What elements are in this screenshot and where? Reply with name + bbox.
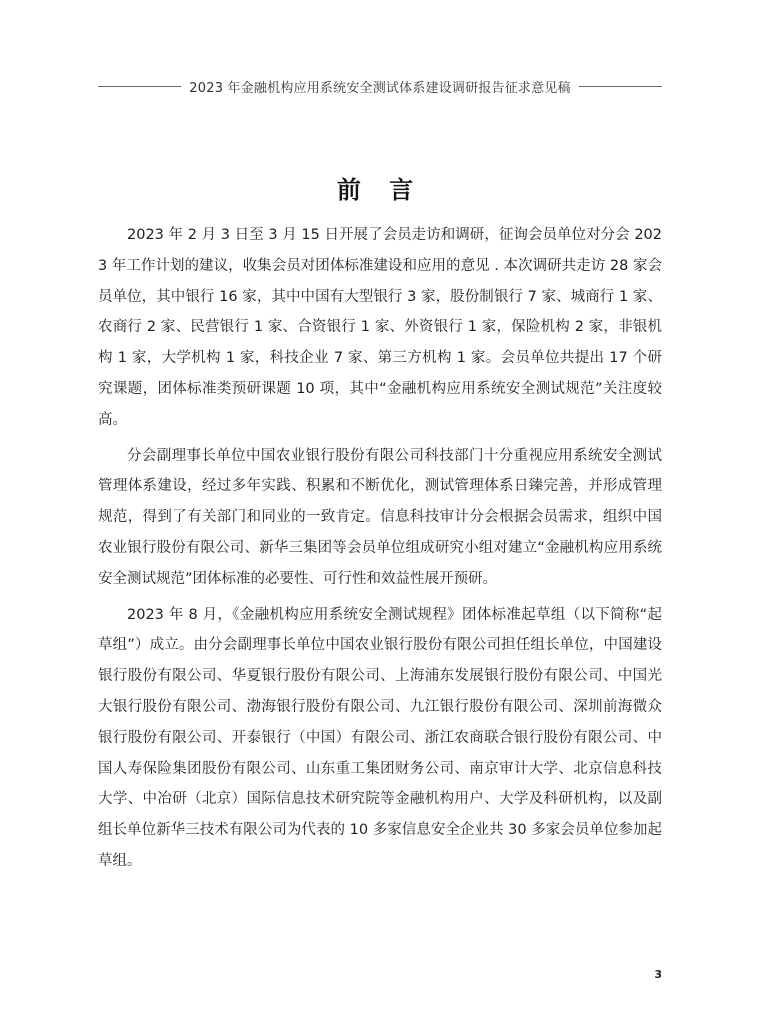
paragraph-research-survey: 2023 年 2 月 3 日至 3 月 15 日开展了会员走访和调研，征询会员单位对分会 2023 年工作计划的建议，收集会员对团体标准建设和应用的意见 . 本次调研共走访 28 家会员单位，其中银行 16 家，其中中国有大型银行 3 家，股份制银行 7 家、城商行 1 家、农商行 2 家、民营银行 1 家、合资银行 1 家、外资银行 1 家，保险机构 2 家，非银机构 1 家，大学机构 1 家，科技企业 7 家、第三方机构 1 家。会员单位共提出 17 个研究课题，团体标准类预研课题 10 项，其中“金融机构应用系统安全测试规范”关注度较高。 <box>98 227 662 428</box>
header-title: 2023 年金融机构应用系统安全测试体系建设调研报告征求意见稿 <box>189 80 571 96</box>
header-rule-left <box>98 86 181 87</box>
body-text <box>98 220 662 882</box>
page-title: 前 言 <box>336 176 424 205</box>
page-number: 3 <box>654 968 662 981</box>
paragraph-drafting-group: 2023 年 8 月，《金融机构应用系统安全测试规程》团体标准起草组（以下简称“起草组”）成立。由分会副理事长单位中国农业银行股份有限公司担任组长单位，中国建设银行股份有限公司、华夏银行股份有限公司、上海浦东发展银行股份有限公司、中国光大银行股份有限公司、渤海银行股份有限公司、九江银行股份有限公司、深圳前海微众银行股份有限公司、开泰银行（中国）有限公司、浙江农商联合银行股份有限公司、中国人寿保险集团股份有限公司、山东重工集团财务公司、南京审计大学、北京信息科技大学、中冶研（北京）国际信息技术研究院等金融机构用户、大学及科研机构，以及副组长单位新华三技术有限公司为代表的 10 多家信息安全企业共 30 多家会员单位参加起草组。 <box>98 606 662 869</box>
running-header <box>98 76 662 96</box>
header-rule-right <box>579 86 662 87</box>
paragraph-preliminary-study: 分会副理事长单位中国农业银行股份有限公司科技部门十分重视应用系统安全测试管理体系建设，经过多年实践、积累和不断优化，测试管理体系日臻完善，并形成管理规范，得到了有关部门和同业的一致肯定。信息科技审计分会根据会员需求，组织中国农业银行股份有限公司、新华三集团等会员单位组成研究小组对建立“金融机构应用系统安全测试规范”团体标准的必要性、可行性和效益性展开预研。 <box>98 447 662 587</box>
